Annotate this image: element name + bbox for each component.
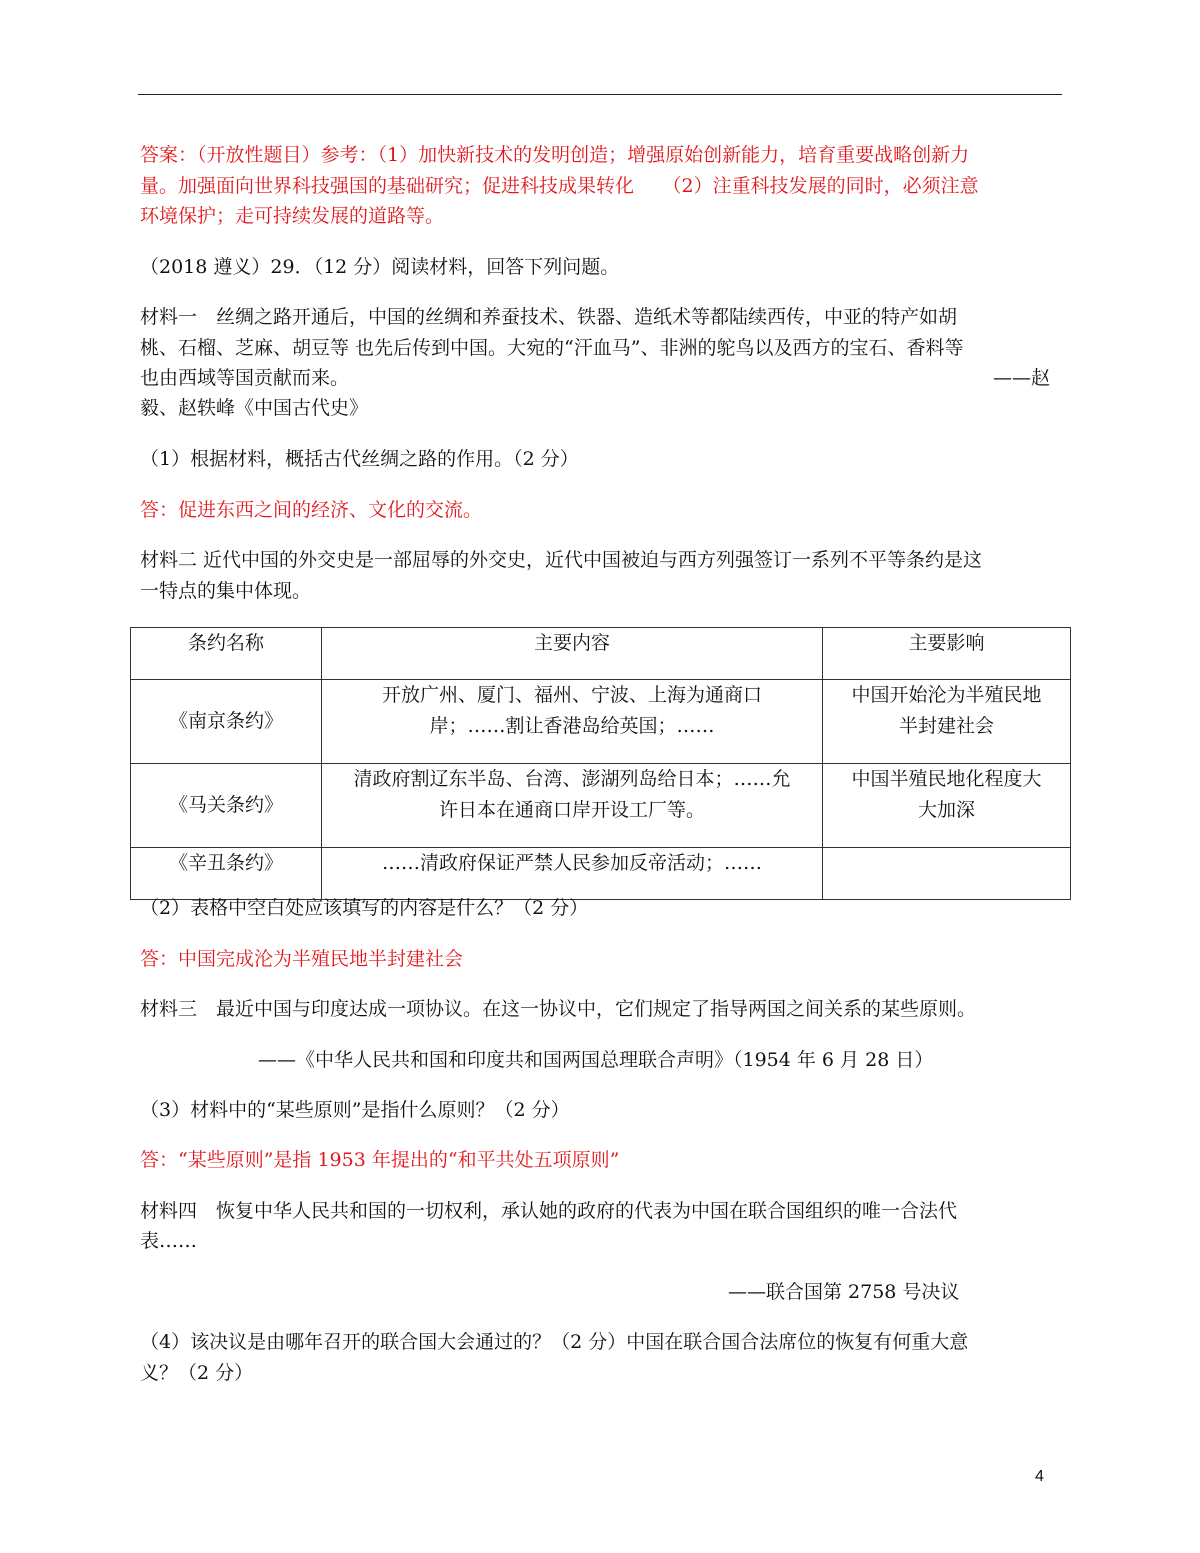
header-main-content: 主要内容 xyxy=(322,628,823,680)
material2-line2: 一特点的集中体现。 xyxy=(140,580,312,602)
material3-line1: 材料三 最近中国与印度达成一项协议。在这一协议中，它们规定了指导两国之间关系的某些原则。 xyxy=(140,998,977,1020)
answer-3: 答：“某些原则”是指 1953 年提出的“和平共处五项原则” xyxy=(140,1149,620,1171)
answer-prev-line2: 量。加强面向世界科技强国的基础研究；促进科技成果转化 （2）注重科技发展的同时，必须注意 xyxy=(140,175,979,197)
question-2: （2）表格中空白处应该填写的内容是什么？（2 分） xyxy=(140,897,589,919)
treaty-content: ……清政府保证严禁人民参加反帝活动；…… xyxy=(322,848,823,900)
question-4-line1: （4）该决议是由哪年召开的联合国大会通过的？（2 分）中国在联合国合法席位的恢复有何重大意 xyxy=(140,1331,969,1353)
material4-line2: 表…… xyxy=(140,1230,198,1252)
impact-line: 大加深 xyxy=(917,799,975,821)
answer-1: 答：促进东西之间的经济、文化的交流。 xyxy=(140,499,483,521)
treaty-name: 《南京条约》 xyxy=(131,680,322,764)
material1-line2: 桃、石榴、芝麻、胡豆等 也先后传到中国。大宛的“汗血马”、非洲的鸵鸟以及西方的宝石、香料等 xyxy=(140,337,964,359)
header-treaty-name: 条约名称 xyxy=(131,628,322,680)
page-number: 4 xyxy=(1035,1468,1044,1485)
table-header-row xyxy=(131,628,1071,680)
treaty-name: 《辛丑条约》 xyxy=(131,848,322,900)
content-line: 清政府割辽东半岛、台湾、澎湖列岛给日本；……允 xyxy=(353,768,791,790)
question-4-line2: 义？（2 分） xyxy=(140,1362,254,1384)
table-row xyxy=(131,764,1071,848)
answer-2: 答：中国完成沦为半殖民地半封建社会 xyxy=(140,948,464,970)
material1-line3: 也由西域等国贡献而来。 xyxy=(140,367,350,389)
content-line: 许日本在通商口岸开设工厂等。 xyxy=(438,799,705,821)
impact-line: 半封建社会 xyxy=(898,715,994,737)
table-row xyxy=(131,680,1071,764)
question-3: （3）材料中的“某些原则”是指什么原则？（2 分） xyxy=(140,1099,570,1121)
impact-line: 中国半殖民地化程度大 xyxy=(851,768,1042,790)
question-header: （2018 遵义）29．（12 分）阅读材料，回答下列问题。 xyxy=(140,256,620,278)
treaty-content xyxy=(322,764,823,848)
header-rule xyxy=(138,94,1062,95)
answer-prev-line1: 答案：（开放性题目）参考：（1）加快新技术的发明创造；增强原始创新能力，培育重要战略创新力 xyxy=(140,144,970,166)
treaty-impact xyxy=(823,680,1071,764)
treaty-name: 《马关条约》 xyxy=(131,764,322,848)
material4-source: ——联合国第 2758 号决议 xyxy=(728,1281,960,1303)
treaty-table xyxy=(130,627,1071,900)
answer-prev-line3: 环境保护；走可持续发展的道路等。 xyxy=(140,205,445,227)
material1-source-b: 毅、赵轶峰《中国古代史》 xyxy=(140,397,369,419)
content-line: 开放广州、厦门、福州、宁波、上海为通商口 xyxy=(381,684,762,706)
question-1: （1）根据材料，概括古代丝绸之路的作用。（2 分） xyxy=(140,448,579,470)
material1-source-a: ——赵 xyxy=(992,367,1050,389)
material4-line1: 材料四 恢复中华人民共和国的一切权利，承认她的政府的代表为中国在联合国组织的唯一合法代 xyxy=(140,1200,958,1222)
table-row xyxy=(131,848,1071,900)
content-line: 岸；……割让香港岛给英国；…… xyxy=(429,715,715,737)
header-main-impact: 主要影响 xyxy=(823,628,1071,680)
treaty-content xyxy=(322,680,823,764)
material2-line1: 材料二 近代中国的外交史是一部屈辱的外交史，近代中国被迫与西方列强签订一系列不平等条约是这 xyxy=(140,549,983,571)
material1-line1: 材料一 丝绸之路开通后，中国的丝绸和养蚕技术、铁器、造纸术等都陆续西传，中亚的特产如胡 xyxy=(140,306,958,328)
treaty-impact-blank xyxy=(823,848,1071,900)
impact-line: 中国开始沦为半殖民地 xyxy=(851,684,1042,706)
material3-source: ——《中华人民共和国和印度共和国两国总理联合声明》（1954 年 6 月 28 日） xyxy=(258,1049,934,1071)
treaty-impact xyxy=(823,764,1071,848)
